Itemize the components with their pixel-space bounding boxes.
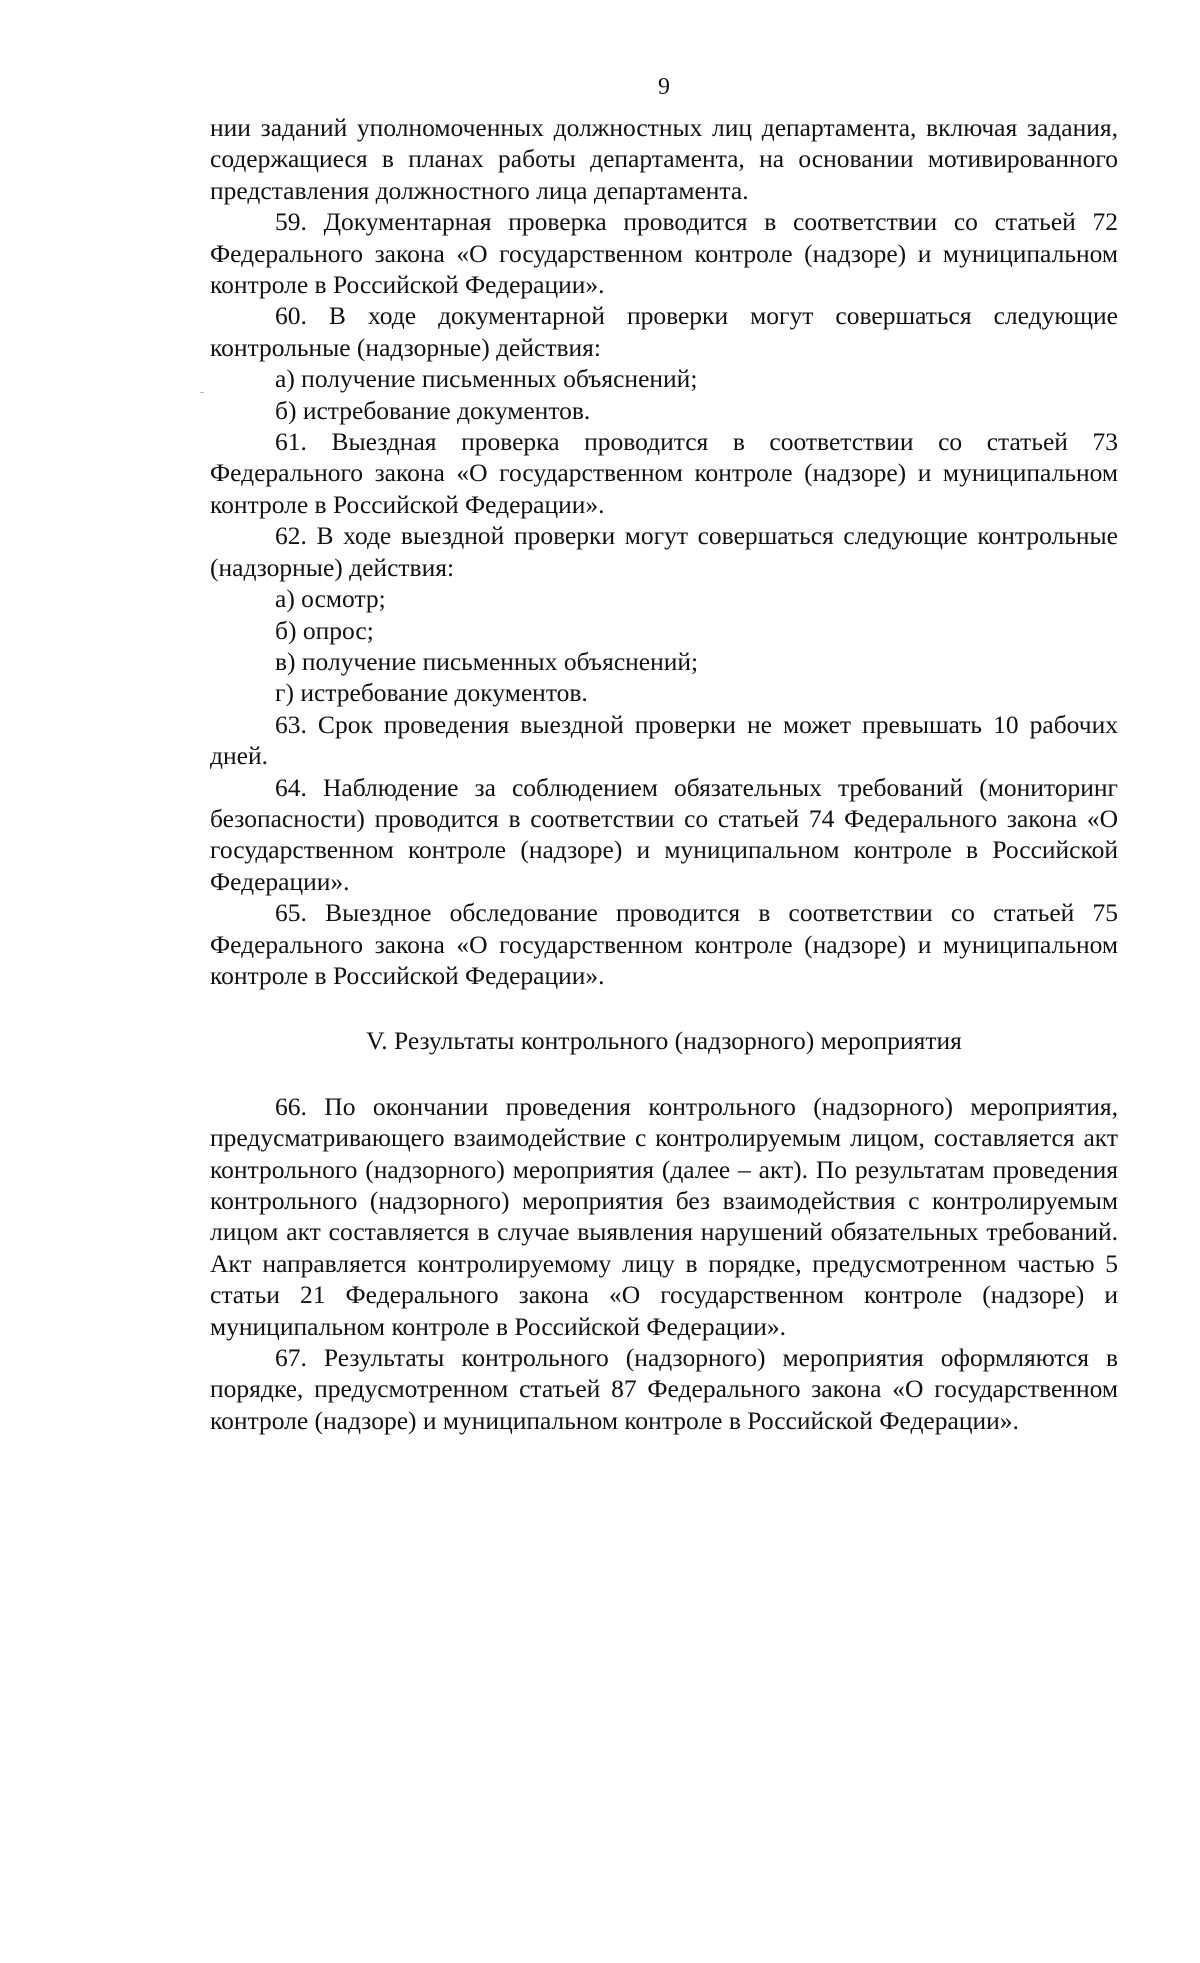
paragraph: б) опрос;	[275, 615, 374, 645]
paragraph: 62. В ходе выездной проверки могут совершаться следующие контрольные (надзорные) действия:	[210, 521, 1118, 582]
paragraph: 66. По окончании проведения контрольного (надзорного) мероприятия, предусматривающего взаимодействие с контролируемым лицом, составляется акт контрольного (надзорного) мероприятия (далее – акт). По результатам проведения контрольного (надзорного) мероприятия без взаимодействия с контролируемым лицом акт составляется в случае выявления нарушений обязательных требований. Акт направляется контролируемому лицу в порядке, предусмотренном частью 5 статьи 21 Федерального закона «О государственном контроле (надзоре) и муниципальном контроле в Российской Федерации».	[210, 1091, 1118, 1341]
paragraphs-after-heading	[210, 1091, 1118, 1436]
paragraph: 67. Результаты контрольного (надзорного) мероприятия оформляются в порядке, предусмотренном статьей 87 Федерального закона «О государственном контроле (надзоре) и муниципальном контроле в Российской Федерации».	[210, 1343, 1118, 1435]
page-number: 9	[658, 74, 670, 100]
paragraph: нии заданий уполномоченных должностных лиц департамента, включая задания, содержащиеся в планах работы департамента, на основании мотивированного представления должностного лица департамента.	[210, 113, 1118, 205]
paragraphs-before-heading	[210, 112, 1118, 991]
paragraph: г) истребование документов.	[275, 678, 588, 708]
scan-artifact-mark	[200, 392, 204, 393]
paragraph: б) истребование документов.	[275, 395, 591, 425]
paragraph: 63. Срок проведения выездной проверки не может превышать 10 рабочих дней.	[210, 709, 1118, 771]
document-body	[210, 112, 1118, 1436]
paragraph: 59. Документарная проверка проводится в соответствии со статьей 72 Федерального закона «О государственном контроле (надзоре) и муниципальном контроле в Российской Федерации».	[210, 207, 1118, 300]
paragraph: 65. Выездное обследование проводится в соответствии со статьей 75 Федерального закона «О государственном контроле (надзоре) и муниципальном контроле в Российской Федерации».	[210, 898, 1118, 990]
paragraph: а) получение письменных объяснений;	[275, 364, 698, 394]
paragraph: в) получение письменных объяснений;	[275, 646, 699, 676]
paragraph: 61. Выездная проверка проводится в соответствии со статьей 73 Федерального закона «О государственном контроле (надзоре) и муниципальном контроле в Российской Федерации».	[210, 427, 1118, 519]
paragraph: 64. Наблюдение за соблюдением обязательных требований (мониторинг безопасности) проводится в соответствии со статьей 74 Федерального закона «О государственном контроле (надзоре) и муниципальном контроле в Российской Федерации».	[210, 772, 1118, 896]
section-heading: V. Результаты контрольного (надзорного) мероприятия	[366, 1026, 962, 1056]
paragraph: 60. В ходе документарной проверки могут совершаться следующие контрольные (надзорные) действия:	[210, 301, 1118, 362]
paragraph: а) осмотр;	[275, 584, 386, 614]
